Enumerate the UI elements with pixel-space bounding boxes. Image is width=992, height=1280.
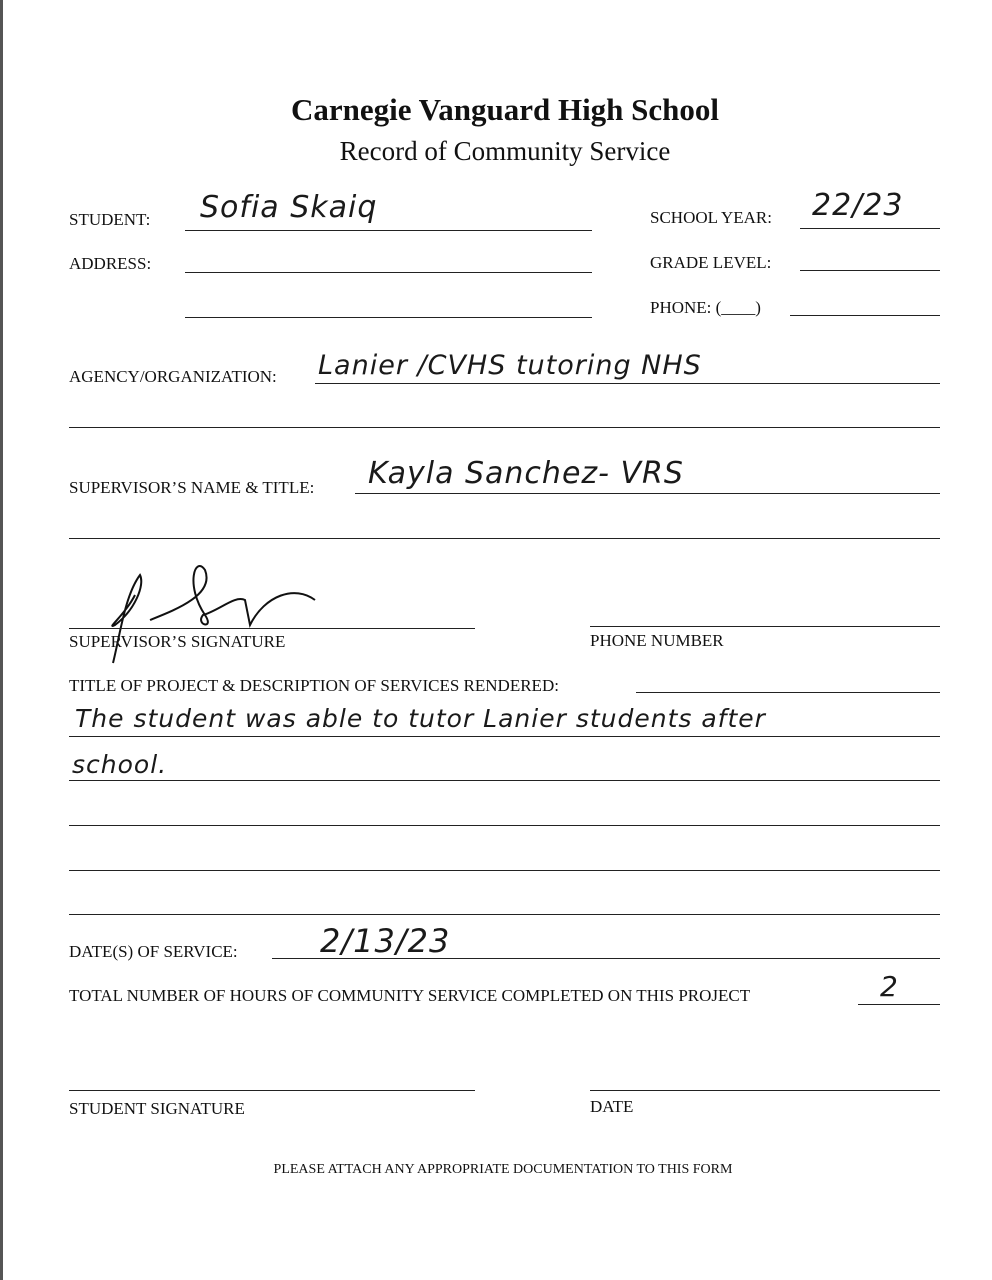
dates-label: DATE(S) OF SERVICE:: [69, 942, 238, 961]
supervisor-name-line-2: [69, 538, 940, 539]
total-hours-value: 2: [880, 970, 899, 1003]
dates-value: 2/13/23: [320, 922, 451, 960]
supervisor-name-label: SUPERVISOR’S NAME & TITLE:: [69, 478, 315, 497]
agency-label: AGENCY/ORGANIZATION:: [69, 367, 277, 386]
school-name: Carnegie Vanguard High School: [290, 92, 720, 127]
student-line: [185, 230, 592, 231]
description-rule: [69, 914, 940, 915]
total-hours-line: [858, 1004, 940, 1005]
description-rule: [69, 736, 940, 737]
agency-line: [315, 383, 940, 384]
description-rule: [69, 780, 940, 781]
address-line-1: [185, 272, 592, 273]
phone-label: PHONE: (____): [650, 298, 761, 317]
phone-number-line: [590, 626, 940, 627]
agency-line-2: [69, 427, 940, 428]
supervisor-name-value: Kayla Sanchez- VRS: [368, 456, 684, 491]
project-title-label: TITLE OF PROJECT & DESCRIPTION OF SERVICES RENDERED:: [69, 676, 559, 695]
student-label: STUDENT:: [69, 210, 151, 229]
date-line: [590, 1090, 940, 1091]
description-rule: [69, 870, 940, 871]
total-hours-label: TOTAL NUMBER OF HOURS OF COMMUNITY SERVICE COMPLETED ON THIS PROJECT: [69, 986, 751, 1005]
agency-value: Lanier /CVHS tutoring NHS: [318, 350, 702, 381]
description-line-2: school.: [72, 750, 168, 779]
supervisor-name-line: [355, 493, 940, 494]
grade-level-line: [800, 270, 940, 271]
supervisor-signature-line: [69, 628, 475, 629]
phone-number-label: PHONE NUMBER: [590, 631, 724, 650]
description-line-1: The student was able to tutor Lanier students after: [75, 704, 766, 733]
date-label: DATE: [590, 1097, 634, 1116]
page-edge: [0, 0, 3, 1280]
supervisor-signature-label: SUPERVISOR’S SIGNATURE: [69, 632, 286, 651]
project-title-line: [636, 692, 940, 693]
grade-level-label: GRADE LEVEL:: [650, 253, 772, 272]
description-rule: [69, 825, 940, 826]
school-year-label: SCHOOL YEAR:: [650, 208, 772, 227]
phone-line: [790, 315, 940, 316]
school-year-value: 22/23: [812, 188, 904, 223]
address-line-2: [185, 317, 592, 318]
student-value: Sofia Skaiq: [200, 190, 378, 225]
student-signature-label: STUDENT SIGNATURE: [69, 1099, 245, 1118]
school-year-line: [800, 228, 940, 229]
student-signature-line: [69, 1090, 475, 1091]
form-title: Record of Community Service: [339, 136, 671, 166]
address-label: ADDRESS:: [69, 254, 152, 273]
footer-note: PLEASE ATTACH ANY APPROPRIATE DOCUMENTATION TO THIS FORM: [273, 1162, 733, 1177]
